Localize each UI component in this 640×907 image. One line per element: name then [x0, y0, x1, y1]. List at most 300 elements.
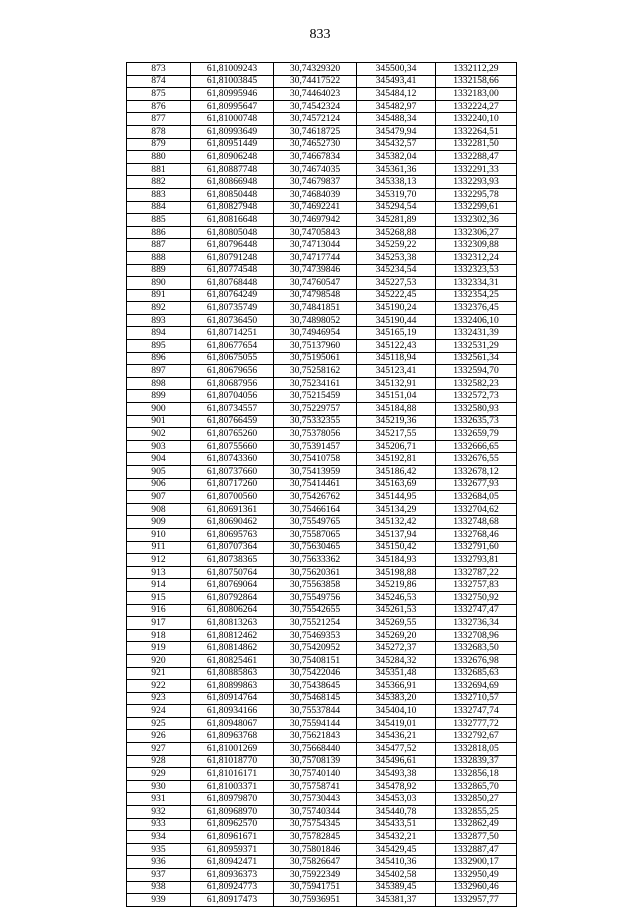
x-coordinate-cell: 345163,69	[357, 478, 436, 491]
longitude-cell: 30,75466164	[274, 503, 357, 516]
longitude-cell: 30,75740140	[274, 768, 357, 781]
y-coordinate-cell: 1332334,31	[436, 277, 517, 290]
point-number-cell: 897	[127, 365, 191, 378]
point-number-cell: 889	[127, 264, 191, 277]
y-coordinate-cell: 1332685,63	[436, 667, 517, 680]
longitude-cell: 30,74652730	[274, 138, 357, 151]
point-number-cell: 882	[127, 176, 191, 189]
y-coordinate-cell: 1332694,69	[436, 680, 517, 693]
x-coordinate-cell: 345268,88	[357, 226, 436, 239]
x-coordinate-cell: 345269,55	[357, 617, 436, 630]
table-row	[127, 491, 517, 504]
y-coordinate-cell: 1332295,78	[436, 188, 517, 201]
point-number-cell: 877	[127, 113, 191, 126]
latitude-cell: 61,80995946	[191, 88, 274, 101]
table-row	[127, 478, 517, 491]
table-row	[127, 629, 517, 642]
longitude-cell: 30,75469353	[274, 629, 357, 642]
table-row	[127, 440, 517, 453]
point-number-cell: 908	[127, 503, 191, 516]
longitude-cell: 30,74705843	[274, 226, 357, 239]
longitude-cell: 30,74841851	[274, 302, 357, 315]
y-coordinate-cell: 1332580,93	[436, 403, 517, 416]
latitude-cell: 61,80768448	[191, 277, 274, 290]
table-row	[127, 579, 517, 592]
point-number-cell: 874	[127, 75, 191, 88]
point-number-cell: 891	[127, 289, 191, 302]
latitude-cell: 61,80734557	[191, 403, 274, 416]
latitude-cell: 61,80755660	[191, 440, 274, 453]
longitude-cell: 30,75408151	[274, 654, 357, 667]
latitude-cell: 61,80774548	[191, 264, 274, 277]
page-number: 833	[309, 27, 331, 42]
point-number-cell: 931	[127, 793, 191, 806]
x-coordinate-cell: 345151,04	[357, 390, 436, 403]
table-row	[127, 302, 517, 315]
x-coordinate-cell: 345184,93	[357, 554, 436, 567]
longitude-cell: 30,75941751	[274, 881, 357, 894]
table-row	[127, 453, 517, 466]
point-number-cell: 930	[127, 780, 191, 793]
table-row	[127, 730, 517, 743]
longitude-cell: 30,75258162	[274, 365, 357, 378]
longitude-cell: 30,75410758	[274, 453, 357, 466]
point-number-cell: 886	[127, 226, 191, 239]
latitude-cell: 61,80951449	[191, 138, 274, 151]
longitude-cell: 30,75137960	[274, 340, 357, 353]
table-row	[127, 743, 517, 756]
table-row	[127, 818, 517, 831]
table-row	[127, 403, 517, 416]
point-number-cell: 909	[127, 516, 191, 529]
point-number-cell: 915	[127, 591, 191, 604]
point-number-cell: 935	[127, 843, 191, 856]
x-coordinate-cell: 345192,81	[357, 453, 436, 466]
x-coordinate-cell: 345433,51	[357, 818, 436, 831]
table-row	[127, 642, 517, 655]
longitude-cell: 30,75332355	[274, 415, 357, 428]
longitude-cell: 30,74739846	[274, 264, 357, 277]
latitude-cell: 61,80690462	[191, 516, 274, 529]
y-coordinate-cell: 1332957,77	[436, 894, 517, 907]
latitude-cell: 61,80750764	[191, 566, 274, 579]
y-coordinate-cell: 1332561,34	[436, 352, 517, 365]
latitude-cell: 61,80738365	[191, 554, 274, 567]
longitude-cell: 30,74713044	[274, 239, 357, 252]
longitude-cell: 30,74572124	[274, 113, 357, 126]
y-coordinate-cell: 1332224,27	[436, 100, 517, 113]
y-coordinate-cell: 1332748,68	[436, 516, 517, 529]
latitude-cell: 61,80679656	[191, 365, 274, 378]
point-number-cell: 899	[127, 390, 191, 403]
y-coordinate-cell: 1332747,47	[436, 604, 517, 617]
y-coordinate-cell: 1332684,05	[436, 491, 517, 504]
table-row	[127, 63, 517, 76]
y-coordinate-cell: 1332531,29	[436, 340, 517, 353]
y-coordinate-cell: 1332293,93	[436, 176, 517, 189]
y-coordinate-cell: 1332887,47	[436, 843, 517, 856]
point-number-cell: 902	[127, 428, 191, 441]
y-coordinate-cell: 1332791,60	[436, 541, 517, 554]
y-coordinate-cell: 1332855,25	[436, 806, 517, 819]
y-coordinate-cell: 1332312,24	[436, 251, 517, 264]
x-coordinate-cell: 345118,94	[357, 352, 436, 365]
x-coordinate-cell: 345144,95	[357, 491, 436, 504]
longitude-cell: 30,75594144	[274, 717, 357, 730]
longitude-cell: 30,74692241	[274, 201, 357, 214]
longitude-cell: 30,75620361	[274, 566, 357, 579]
y-coordinate-cell: 1332240,10	[436, 113, 517, 126]
table-row	[127, 75, 517, 88]
longitude-cell: 30,75549756	[274, 591, 357, 604]
latitude-cell: 61,80968970	[191, 806, 274, 819]
latitude-cell: 61,80993649	[191, 125, 274, 138]
longitude-cell: 30,75413959	[274, 466, 357, 479]
y-coordinate-cell: 1332288,47	[436, 151, 517, 164]
point-number-cell: 888	[127, 251, 191, 264]
y-coordinate-cell: 1332594,70	[436, 365, 517, 378]
x-coordinate-cell: 345132,42	[357, 516, 436, 529]
table-row	[127, 793, 517, 806]
table-row	[127, 428, 517, 441]
y-coordinate-cell: 1332112,29	[436, 63, 517, 76]
latitude-cell: 61,80765260	[191, 428, 274, 441]
table-row	[127, 176, 517, 189]
y-coordinate-cell: 1332676,98	[436, 654, 517, 667]
x-coordinate-cell: 345219,86	[357, 579, 436, 592]
table-row	[127, 806, 517, 819]
latitude-cell: 61,80885863	[191, 667, 274, 680]
table-row	[127, 869, 517, 882]
table-row	[127, 566, 517, 579]
point-number-cell: 925	[127, 717, 191, 730]
x-coordinate-cell: 345186,42	[357, 466, 436, 479]
latitude-cell: 61,80934166	[191, 705, 274, 718]
point-number-cell: 887	[127, 239, 191, 252]
y-coordinate-cell: 1332354,25	[436, 289, 517, 302]
y-coordinate-cell: 1332666,65	[436, 440, 517, 453]
x-coordinate-cell: 345488,34	[357, 113, 436, 126]
longitude-cell: 30,75633362	[274, 554, 357, 567]
x-coordinate-cell: 345134,29	[357, 503, 436, 516]
longitude-cell: 30,74542324	[274, 100, 357, 113]
table-row	[127, 541, 517, 554]
longitude-cell: 30,74798548	[274, 289, 357, 302]
point-number-cell: 885	[127, 214, 191, 227]
point-number-cell: 923	[127, 692, 191, 705]
longitude-cell: 30,75740344	[274, 806, 357, 819]
point-number-cell: 933	[127, 818, 191, 831]
y-coordinate-cell: 1332787,22	[436, 566, 517, 579]
y-coordinate-cell: 1332299,61	[436, 201, 517, 214]
coordinates-table-body	[127, 63, 517, 907]
x-coordinate-cell: 345272,37	[357, 642, 436, 655]
latitude-cell: 61,80979870	[191, 793, 274, 806]
longitude-cell: 30,74417522	[274, 75, 357, 88]
table-row	[127, 692, 517, 705]
longitude-cell: 30,75730443	[274, 793, 357, 806]
table-row	[127, 239, 517, 252]
y-coordinate-cell: 1332856,18	[436, 768, 517, 781]
table-row	[127, 831, 517, 844]
x-coordinate-cell: 345284,32	[357, 654, 436, 667]
longitude-cell: 30,75621843	[274, 730, 357, 743]
latitude-cell: 61,80948067	[191, 717, 274, 730]
x-coordinate-cell: 345222,45	[357, 289, 436, 302]
latitude-cell: 61,80695763	[191, 528, 274, 541]
point-number-cell: 890	[127, 277, 191, 290]
latitude-cell: 61,81009243	[191, 63, 274, 76]
x-coordinate-cell: 345432,57	[357, 138, 436, 151]
point-number-cell: 919	[127, 642, 191, 655]
latitude-cell: 61,80959371	[191, 843, 274, 856]
y-coordinate-cell: 1332750,92	[436, 591, 517, 604]
point-number-cell: 934	[127, 831, 191, 844]
latitude-cell: 61,80962570	[191, 818, 274, 831]
longitude-cell: 30,75563858	[274, 579, 357, 592]
table-row	[127, 717, 517, 730]
x-coordinate-cell: 345281,89	[357, 214, 436, 227]
table-row	[127, 466, 517, 479]
latitude-cell: 61,80766459	[191, 415, 274, 428]
longitude-cell: 30,75378056	[274, 428, 357, 441]
point-number-cell: 903	[127, 440, 191, 453]
latitude-cell: 61,80816648	[191, 214, 274, 227]
latitude-cell: 61,81000748	[191, 113, 274, 126]
table-row	[127, 88, 517, 101]
point-number-cell: 936	[127, 856, 191, 869]
y-coordinate-cell: 1332862,49	[436, 818, 517, 831]
latitude-cell: 61,80806264	[191, 604, 274, 617]
table-row	[127, 390, 517, 403]
y-coordinate-cell: 1332291,33	[436, 163, 517, 176]
longitude-cell: 30,75782845	[274, 831, 357, 844]
longitude-cell: 30,75630465	[274, 541, 357, 554]
y-coordinate-cell: 1332264,51	[436, 125, 517, 138]
longitude-cell: 30,75801846	[274, 843, 357, 856]
longitude-cell: 30,74684039	[274, 188, 357, 201]
point-number-cell: 878	[127, 125, 191, 138]
point-number-cell: 894	[127, 327, 191, 340]
x-coordinate-cell: 345253,38	[357, 251, 436, 264]
table-row	[127, 604, 517, 617]
latitude-cell: 61,80866948	[191, 176, 274, 189]
latitude-cell: 61,80687956	[191, 377, 274, 390]
y-coordinate-cell: 1332376,45	[436, 302, 517, 315]
point-number-cell: 921	[127, 667, 191, 680]
point-number-cell: 937	[127, 869, 191, 882]
longitude-cell: 30,74946954	[274, 327, 357, 340]
point-number-cell: 892	[127, 302, 191, 315]
x-coordinate-cell: 345429,45	[357, 843, 436, 856]
table-row	[127, 201, 517, 214]
point-number-cell: 911	[127, 541, 191, 554]
y-coordinate-cell: 1332582,23	[436, 377, 517, 390]
longitude-cell: 30,75922349	[274, 869, 357, 882]
longitude-cell: 30,75195061	[274, 352, 357, 365]
point-number-cell: 884	[127, 201, 191, 214]
longitude-cell: 30,75420952	[274, 642, 357, 655]
latitude-cell: 61,80700560	[191, 491, 274, 504]
point-number-cell: 900	[127, 403, 191, 416]
y-coordinate-cell: 1332793,81	[436, 554, 517, 567]
latitude-cell: 61,81016171	[191, 768, 274, 781]
latitude-cell: 61,80924773	[191, 881, 274, 894]
y-coordinate-cell: 1332635,73	[436, 415, 517, 428]
x-coordinate-cell: 345338,13	[357, 176, 436, 189]
y-coordinate-cell: 1332323,53	[436, 264, 517, 277]
coordinates-table	[126, 62, 517, 907]
x-coordinate-cell: 345436,21	[357, 730, 436, 743]
table-row	[127, 226, 517, 239]
latitude-cell: 61,80677654	[191, 340, 274, 353]
y-coordinate-cell: 1332158,66	[436, 75, 517, 88]
longitude-cell: 30,75754345	[274, 818, 357, 831]
x-coordinate-cell: 345184,88	[357, 403, 436, 416]
point-number-cell: 905	[127, 466, 191, 479]
point-number-cell: 883	[127, 188, 191, 201]
table-row	[127, 617, 517, 630]
point-number-cell: 928	[127, 755, 191, 768]
point-number-cell: 876	[127, 100, 191, 113]
longitude-cell: 30,74674035	[274, 163, 357, 176]
x-coordinate-cell: 345381,37	[357, 894, 436, 907]
table-row	[127, 113, 517, 126]
x-coordinate-cell: 345479,94	[357, 125, 436, 138]
table-row	[127, 163, 517, 176]
x-coordinate-cell: 345383,20	[357, 692, 436, 705]
point-number-cell: 917	[127, 617, 191, 630]
longitude-cell: 30,75542655	[274, 604, 357, 617]
longitude-cell: 30,75414461	[274, 478, 357, 491]
table-row	[127, 377, 517, 390]
longitude-cell: 30,75215459	[274, 390, 357, 403]
point-number-cell: 913	[127, 566, 191, 579]
longitude-cell: 30,74679837	[274, 176, 357, 189]
table-row	[127, 591, 517, 604]
y-coordinate-cell: 1332676,55	[436, 453, 517, 466]
latitude-cell: 61,80769064	[191, 579, 274, 592]
longitude-cell: 30,75708139	[274, 755, 357, 768]
point-number-cell: 875	[127, 88, 191, 101]
x-coordinate-cell: 345246,53	[357, 591, 436, 604]
x-coordinate-cell: 345366,91	[357, 680, 436, 693]
x-coordinate-cell: 345493,38	[357, 768, 436, 781]
latitude-cell: 61,80736450	[191, 314, 274, 327]
x-coordinate-cell: 345217,55	[357, 428, 436, 441]
x-coordinate-cell: 345269,20	[357, 629, 436, 642]
latitude-cell: 61,81003845	[191, 75, 274, 88]
table-row	[127, 881, 517, 894]
latitude-cell: 61,80735749	[191, 302, 274, 315]
x-coordinate-cell: 345482,97	[357, 100, 436, 113]
x-coordinate-cell: 345361,36	[357, 163, 436, 176]
table-row	[127, 151, 517, 164]
longitude-cell: 30,75758741	[274, 780, 357, 793]
latitude-cell: 61,80899863	[191, 680, 274, 693]
x-coordinate-cell: 345219,36	[357, 415, 436, 428]
latitude-cell: 61,80714251	[191, 327, 274, 340]
latitude-cell: 61,80675055	[191, 352, 274, 365]
x-coordinate-cell: 345389,45	[357, 881, 436, 894]
y-coordinate-cell: 1332768,46	[436, 528, 517, 541]
y-coordinate-cell: 1332839,37	[436, 755, 517, 768]
table-row	[127, 894, 517, 907]
longitude-cell: 30,75422046	[274, 667, 357, 680]
point-number-cell: 907	[127, 491, 191, 504]
x-coordinate-cell: 345294,54	[357, 201, 436, 214]
latitude-cell: 61,80764249	[191, 289, 274, 302]
y-coordinate-cell: 1332677,93	[436, 478, 517, 491]
y-coordinate-cell: 1332818,05	[436, 743, 517, 756]
latitude-cell: 61,80906248	[191, 151, 274, 164]
point-number-cell: 914	[127, 579, 191, 592]
table-row	[127, 138, 517, 151]
x-coordinate-cell: 345137,94	[357, 528, 436, 541]
x-coordinate-cell: 345259,22	[357, 239, 436, 252]
y-coordinate-cell: 1332572,73	[436, 390, 517, 403]
x-coordinate-cell: 345484,12	[357, 88, 436, 101]
y-coordinate-cell: 1332683,50	[436, 642, 517, 655]
x-coordinate-cell: 345404,10	[357, 705, 436, 718]
point-number-cell: 893	[127, 314, 191, 327]
longitude-cell: 30,75468145	[274, 692, 357, 705]
latitude-cell: 61,80936373	[191, 869, 274, 882]
y-coordinate-cell: 1332950,49	[436, 869, 517, 882]
latitude-cell: 61,80812462	[191, 629, 274, 642]
latitude-cell: 61,80704056	[191, 390, 274, 403]
x-coordinate-cell: 345190,24	[357, 302, 436, 315]
point-number-cell: 896	[127, 352, 191, 365]
longitude-cell: 30,75826647	[274, 856, 357, 869]
y-coordinate-cell: 1332708,96	[436, 629, 517, 642]
table-row	[127, 188, 517, 201]
latitude-cell: 61,80995647	[191, 100, 274, 113]
y-coordinate-cell: 1332659,79	[436, 428, 517, 441]
latitude-cell: 61,80707364	[191, 541, 274, 554]
point-number-cell: 873	[127, 63, 191, 76]
table-row	[127, 314, 517, 327]
x-coordinate-cell: 345132,91	[357, 377, 436, 390]
latitude-cell: 61,80850448	[191, 188, 274, 201]
x-coordinate-cell: 345150,42	[357, 541, 436, 554]
table-row	[127, 516, 517, 529]
table-row	[127, 415, 517, 428]
latitude-cell: 61,80813263	[191, 617, 274, 630]
table-row	[127, 667, 517, 680]
point-number-cell: 895	[127, 340, 191, 353]
longitude-cell: 30,75521254	[274, 617, 357, 630]
table-row	[127, 503, 517, 516]
y-coordinate-cell: 1332877,50	[436, 831, 517, 844]
y-coordinate-cell: 1332281,50	[436, 138, 517, 151]
latitude-cell: 61,80717260	[191, 478, 274, 491]
y-coordinate-cell: 1332431,39	[436, 327, 517, 340]
longitude-cell: 30,75549765	[274, 516, 357, 529]
table-row	[127, 856, 517, 869]
longitude-cell: 30,75438645	[274, 680, 357, 693]
longitude-cell: 30,74464023	[274, 88, 357, 101]
table-row	[127, 340, 517, 353]
table-row	[127, 327, 517, 340]
latitude-cell: 61,80743360	[191, 453, 274, 466]
y-coordinate-cell: 1332960,46	[436, 881, 517, 894]
table-row	[127, 528, 517, 541]
latitude-cell: 61,81018770	[191, 755, 274, 768]
latitude-cell: 61,80691361	[191, 503, 274, 516]
y-coordinate-cell: 1332309,88	[436, 239, 517, 252]
longitude-cell: 30,75234161	[274, 377, 357, 390]
